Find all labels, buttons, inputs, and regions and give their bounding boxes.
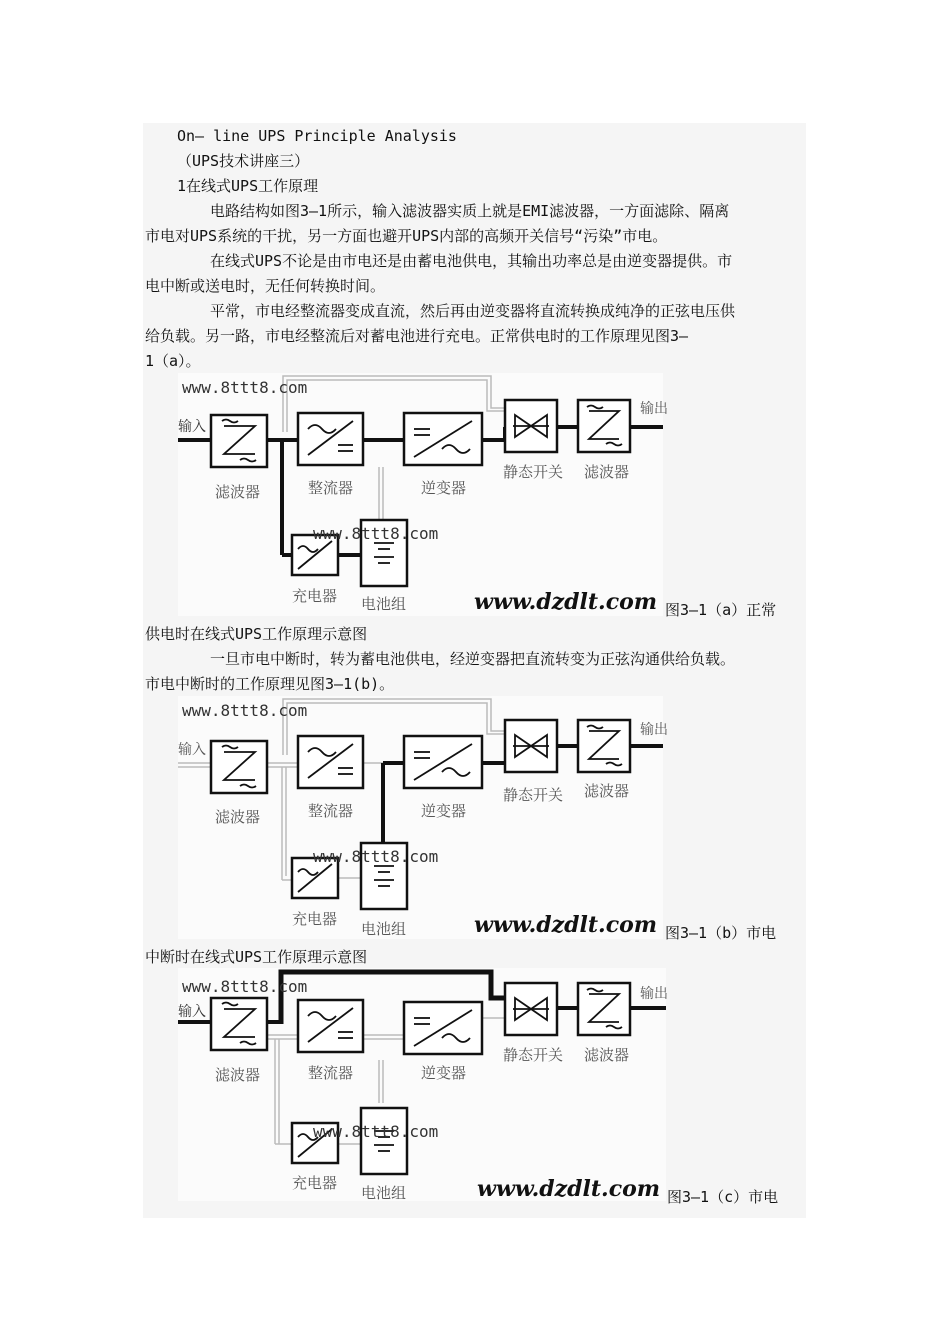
charger-label: 充电器 bbox=[292, 910, 338, 928]
paragraph-1-line-1: 电路结构如图3—1所示，输入滤波器实质上就是EMI滤波器，一方面滤除、隔离 bbox=[210, 202, 730, 220]
output-filter-label: 滤波器 bbox=[584, 463, 630, 481]
static-switch-label: 静态开关 bbox=[503, 463, 564, 481]
paragraph-3-line-3: 1（a）。 bbox=[145, 352, 201, 370]
document-subtitle: （UPS技术讲座三） bbox=[177, 152, 310, 170]
paragraph-2-line-2: 电中断或送电时，无任何转换时间。 bbox=[145, 277, 386, 295]
battery-label: 电池组 bbox=[361, 920, 407, 938]
watermark-text: www.dzdlt.com bbox=[474, 589, 658, 615]
static-switch-label: 静态开关 bbox=[503, 786, 564, 804]
charger-label: 充电器 bbox=[292, 587, 338, 605]
watermark-text: www.8ttt8.com bbox=[182, 701, 308, 720]
figure-b-caption-cont: 中断时在线式UPS工作原理示意图 bbox=[145, 948, 368, 966]
paragraph-1-line-2: 市电对UPS系统的干扰，另一方面也避开UPS内部的高频开关信号“污染”市电。 bbox=[145, 227, 668, 245]
watermark-text: www.8ttt8.com bbox=[182, 977, 308, 996]
figure-a-caption: 图3—1（a）正常 bbox=[665, 601, 777, 619]
battery-label: 电池组 bbox=[361, 1184, 407, 1202]
charger-label: 充电器 bbox=[292, 1174, 338, 1192]
input-label: 输入 bbox=[178, 742, 206, 758]
inverter-label: 逆变器 bbox=[421, 802, 467, 820]
output-filter-label: 滤波器 bbox=[584, 782, 630, 800]
inverter-label: 逆变器 bbox=[421, 479, 467, 497]
figure-c-caption: 图3—1（c）市电 bbox=[667, 1188, 779, 1206]
paragraph-3-line-1: 平常，市电经整流器变成直流，然后再由逆变器将直流转换成纯净的正弦电压供 bbox=[210, 302, 736, 320]
battery-label: 电池组 bbox=[361, 595, 407, 613]
section-heading: 1在线式UPS工作原理 bbox=[177, 177, 319, 195]
rectifier-label: 整流器 bbox=[308, 479, 354, 497]
figure-3-1b bbox=[178, 696, 668, 939]
watermark-text: www.8ttt8.com bbox=[182, 378, 308, 397]
figure-3-1c bbox=[178, 968, 666, 1201]
input-label: 输入 bbox=[178, 419, 206, 435]
watermark-text: www.dzdlt.com bbox=[474, 912, 658, 938]
figure-3-1a bbox=[178, 373, 668, 616]
document-title: On— line UPS Principle Analysis bbox=[177, 127, 457, 145]
output-label: 输出 bbox=[640, 722, 668, 738]
figure-b-caption: 图3—1（b）市电 bbox=[665, 924, 777, 942]
inverter-label: 逆变器 bbox=[421, 1064, 467, 1082]
input-label: 输入 bbox=[178, 1004, 206, 1020]
filter-label: 滤波器 bbox=[215, 483, 261, 501]
filter-label: 滤波器 bbox=[215, 1066, 261, 1084]
output-filter-label: 滤波器 bbox=[584, 1046, 630, 1064]
output-label: 输出 bbox=[640, 401, 668, 417]
paragraph-4-line-1: 一旦市电中断时，转为蓄电池供电，经逆变器把直流转变为正弦沟通供给负载。 bbox=[210, 650, 736, 668]
filter-label: 滤波器 bbox=[215, 808, 261, 826]
watermark-text: www.8ttt8.com bbox=[313, 524, 439, 543]
paragraph-4-line-2: 市电中断时的工作原理见图3—1(b)。 bbox=[145, 675, 395, 693]
watermark-text: www.8ttt8.com bbox=[313, 1122, 439, 1141]
rectifier-label: 整流器 bbox=[308, 802, 354, 820]
paragraph-2-line-1: 在线式UPS不论是由市电还是由蓄电池供电，其输出功率总是由逆变器提供。市 bbox=[210, 252, 733, 270]
watermark-text: www.dzdlt.com bbox=[477, 1176, 661, 1202]
rectifier-label: 整流器 bbox=[308, 1064, 354, 1082]
output-label: 输出 bbox=[640, 986, 668, 1002]
paragraph-3-line-2: 给负载。另一路，市电经整流后对蓄电池进行充电。正常供电时的工作原理见图3— bbox=[145, 327, 689, 345]
figure-a-caption-cont: 供电时在线式UPS工作原理示意图 bbox=[145, 625, 368, 643]
watermark-text: www.8ttt8.com bbox=[313, 847, 439, 866]
static-switch-label: 静态开关 bbox=[503, 1046, 564, 1064]
